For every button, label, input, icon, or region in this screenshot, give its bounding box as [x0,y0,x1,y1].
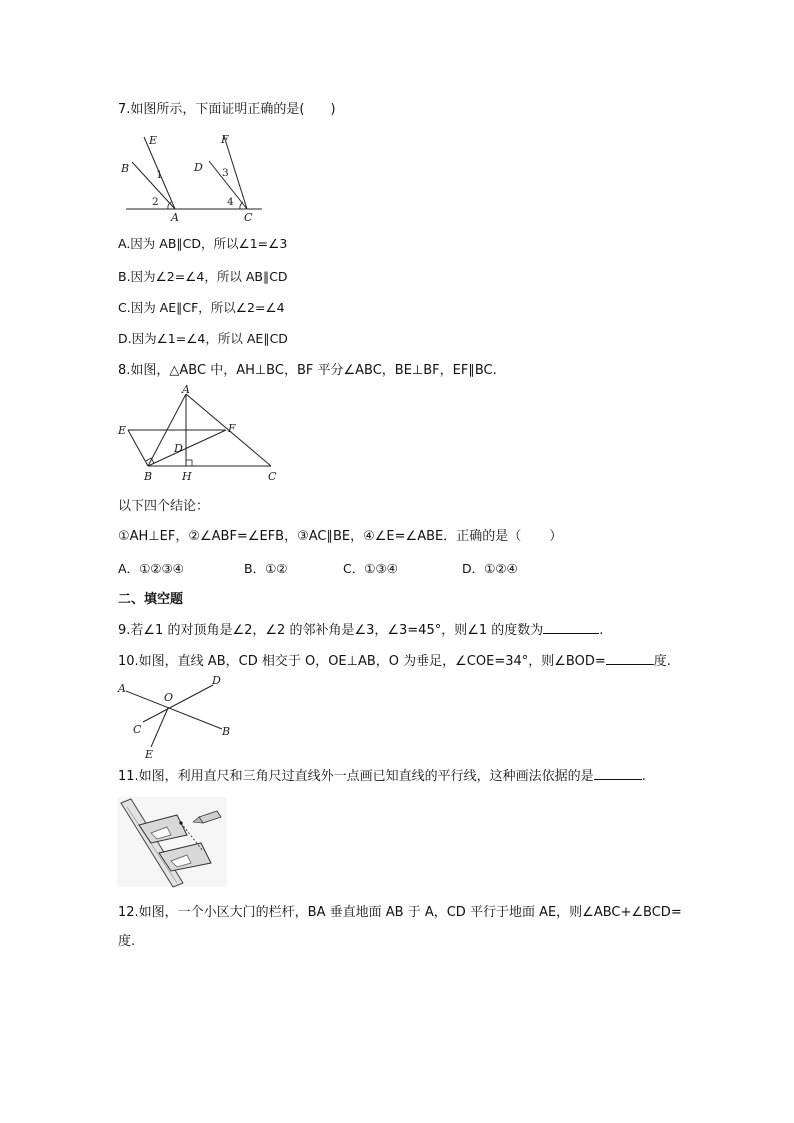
q8-option-b [244,560,288,578]
q7-label-D: D [194,161,203,174]
q7-label-E: E [149,134,158,147]
q10-label-B: B [222,725,231,738]
q11-stem-text: 11.如图，利用直尺和三角尺过直线外一点画已知直线的平行线，这种画法依据的是 [118,769,594,784]
q8-option-c [343,560,398,578]
q8-conclusions-intro: 以下四个结论： [118,499,210,514]
q7-label-C: C [244,211,253,224]
q8-option-d-label: D． [462,561,485,576]
q10-answer-blank[interactable] [606,652,654,665]
q10-stem-text: 10.如图，直线 AB，CD 相交于 O，OE⊥AB，O 为垂足，∠COE=34°，则∠BOD= [118,654,606,669]
q8-segment-EB [128,430,148,466]
q7-label-4: 4 [227,196,234,208]
q7-label-3: 3 [222,167,229,179]
q10-label-C: C [133,723,142,736]
q10-stem [118,652,671,671]
q8-label-E: E [118,424,127,437]
q7-figure [118,128,268,224]
q7-label-2: 2 [152,196,159,208]
q8-option-a [118,560,184,578]
q9-stem-text: 9.若∠1 的对顶角是∠2，∠2 的邻补角是∠3，∠3=45°，则∠1 的度数为 [118,623,544,638]
q7-option-b: B.因为∠2=∠4，所以 AB∥CD [118,269,288,284]
q8-figure [116,383,286,486]
q11-stem [118,767,646,786]
q8-stem: 8.如图，△ABC 中，AH⊥BC，BF 平分∠ABC，BE⊥BF，EF∥BC. [118,363,497,378]
q8-option-a-value: ①②③④ [139,561,184,576]
q7-option-d: D.因为∠1=∠4，所以 AE∥CD [118,331,288,346]
q7-label-B: B [121,162,130,175]
q7-option-a: A.因为 AB∥CD，所以∠1=∠3 [118,236,288,251]
q9-answer-blank[interactable] [543,621,599,634]
q8-label-A: A [182,383,190,396]
q11-ruler-triangle-figure [117,797,227,887]
q8-option-c-label: C． [343,561,365,576]
q8-conclusions-text: ①AH⊥EF，②∠ABF=∠EFB，③AC∥BE，④∠E=∠ABE．正确的是（ [118,529,522,544]
q7-stem [118,101,336,119]
q8-label-F: F [228,422,236,435]
q10-line-CD [143,685,213,722]
q10-ray-OE [151,708,168,747]
section-heading: 二、填空题 [118,592,184,607]
q11-stem-end: . [641,769,646,784]
q8-segment-BF [148,430,226,466]
q8-option-b-value: ①② [265,561,288,576]
q8-option-b-label: B． [244,561,266,576]
q12-stem-line2: 度. [118,934,136,949]
q8-label-B: B [144,470,153,483]
q12-stem-line1: 12.如图，一个小区大门的栏杆，BA 垂直地面 AB 于 A，CD 平行于地面 AE，则∠ABC+∠BCD= [118,905,682,920]
q9-stem [118,621,603,640]
q7-angle-arc-A [168,202,171,209]
q10-label-D: D [212,674,221,687]
q10-figure [116,676,246,762]
q7-label-F: F [221,133,229,146]
q8-label-D: D [174,442,183,455]
q10-stem-end: 度. [653,654,671,669]
q7-label-1: 1 [156,169,163,181]
q8-label-C: C [268,470,277,483]
q7-option-c: C.因为 AE∥CF，所以∠2=∠4 [118,300,285,315]
q8-option-d [462,560,518,578]
q10-label-A: A [118,682,126,695]
q9-stem-end: . [599,623,604,638]
q8-option-c-value: ①③④ [364,561,398,576]
q10-label-E: E [145,748,154,761]
q7-label-A: A [171,211,179,224]
q8-conclusions-close: ） [549,529,563,544]
q10-label-O: O [164,691,174,704]
q8-label-H: H [182,470,192,483]
q8-option-d-value: ①②④ [484,561,518,576]
q8-option-a-label: A． [118,561,140,576]
q7-stem-close: ) [330,102,336,117]
q8-conclusions [118,528,562,546]
q7-stem-text: 7.如图所示，下面证明正确的是( [118,102,305,117]
q8-right-angle-H [186,460,192,466]
q11-answer-blank[interactable] [594,767,642,780]
